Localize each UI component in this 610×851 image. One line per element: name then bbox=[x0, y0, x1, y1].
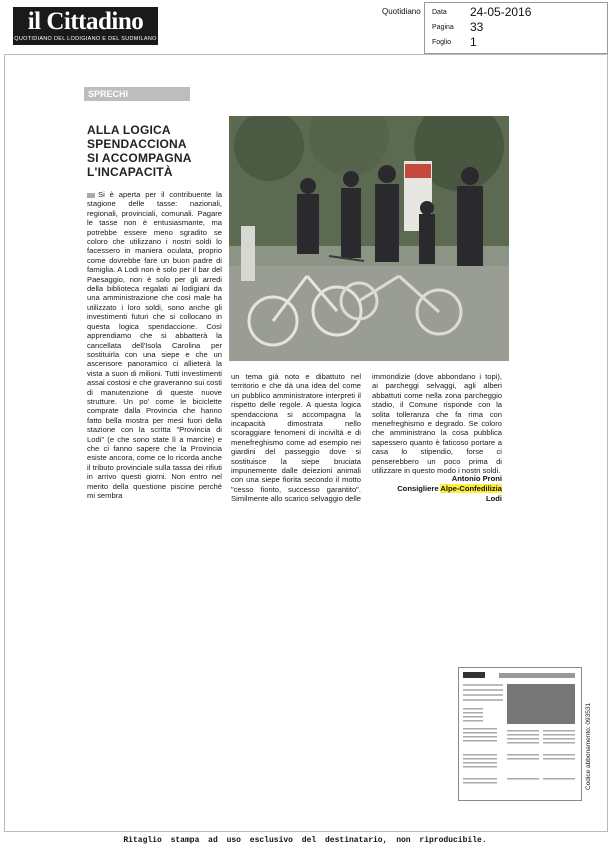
signature-name: Antonio Proni bbox=[451, 474, 502, 483]
sheet-label: Foglio bbox=[432, 39, 452, 46]
thumbnail-illustration bbox=[459, 668, 581, 800]
newspaper-logo bbox=[13, 7, 158, 45]
signature-role bbox=[372, 484, 502, 494]
headline-line: ALLA LOGICA bbox=[87, 123, 171, 137]
photo-illustration bbox=[229, 116, 509, 361]
date-label: Data bbox=[432, 9, 447, 16]
article-column-2: un tema già noto e dibattuto nel territorio e che dà una idea del come un pubblico amministratore interpreti il rispetto delle regole. A questa logica spendacciona si accompagna la incapacità dimostrata nello scoraggiare fenomeni di inciviltà e di menefreghismo come ad esempio nei giardini del passeggio dove si sostituisce la siepe bruciata impunemente dalle deiezioni animali con una siepe fiorita secondo il motto "cesso fiorito, successo garantito". Similmente allo scarico selvaggio delle bbox=[231, 372, 361, 504]
footer-disclaimer: Ritaglio stampa ad uso esclusivo del destinatario, non riproducibile. bbox=[123, 836, 487, 845]
article-photo bbox=[229, 116, 509, 361]
publication-type: Quotidiano bbox=[382, 7, 421, 16]
meta-box bbox=[424, 2, 608, 54]
sheet-value: 1 bbox=[470, 35, 477, 49]
page-thumbnail bbox=[458, 667, 582, 801]
logo-subtitle: QUOTIDIANO DEL LODIGIANO E DEL SUDMILANO bbox=[14, 36, 157, 42]
signature-role-highlight: Alpe-Confedilizia bbox=[440, 484, 502, 493]
paragraph-bullet-icon bbox=[87, 193, 95, 198]
headline-line: SPENDACCIONA bbox=[87, 137, 187, 151]
page-label: Pagina bbox=[432, 24, 454, 31]
column-1-text: Si è aperta per il contribuente la stagione delle tasse: nazionali, regionali, provinciali, comunali. Pagare le tasse non è entusiasmante, ma potrebbe essere meno sgradito se coloro che utilizzano i nostri soldi lo facessero in maniera oculata, proprio come dovrebbe fare un buon padre di famiglia. A Lodi non è solo per il bar del Paesaggio, non è solo per gli arredi della biblioteca regalati ai lodigiani da una amministrazione che così male ha utilizzato i loro soldi, sono anche gli investimenti futuri che si collocano in questa logica spendaccione. Così apprendiamo che si abbatterà la cancellata dell'Isola Carolina per sostituirla con una siepe e che un ascensore panoramico ci allieterà la vista a suon di milioni. Tutti investimenti assai costosi e che graveranno sui costi di manutenzione di queste nuove strutture. Un po' come le biciclette comprate dalla Provincia che hanno fatto bella mostra per mesi fuori della stazione con la scritta "Provincia di Lodi" (e che sono state lì a marcire) e che ci fanno sapere che la Provincia esiste ancora, come ce lo ricorda anche il tributo provinciale sulla tassa dei rifiuti in arrivo questi giorni. Non entro nel merito della questione piscine perché mi sembra bbox=[87, 190, 222, 500]
article-column-1 bbox=[87, 190, 222, 500]
article-column-3: immondizie (dove abbondano i topi), ai parcheggi selvaggi, agli alberi abbattuti come nella zona parcheggio stadio, il Comune risponde con la solita tolleranza che fa rima con menefreghismo e degrado. Se coloro che amministrano la cosa pubblica sapessero quanto è faticoso portare a casa lo stipendio, forse ci penserebbero un poco prima di utilizzare in questo modo i nostri soldi. bbox=[372, 372, 502, 476]
signature-role-prefix: Consigliere bbox=[397, 484, 441, 493]
logo-title: il Cittadino bbox=[27, 8, 144, 35]
subscription-code: Codice abbonamento: 093531 bbox=[585, 702, 592, 790]
article-headline bbox=[87, 123, 192, 179]
headline-line: L'INCAPACITÀ bbox=[87, 165, 173, 179]
headline-line: SI ACCOMPAGNA bbox=[87, 151, 192, 165]
signature-city: Lodi bbox=[485, 494, 502, 503]
page-value: 33 bbox=[470, 20, 484, 34]
date-value: 24-05-2016 bbox=[470, 5, 532, 19]
section-kicker: SPRECHI bbox=[84, 87, 190, 101]
